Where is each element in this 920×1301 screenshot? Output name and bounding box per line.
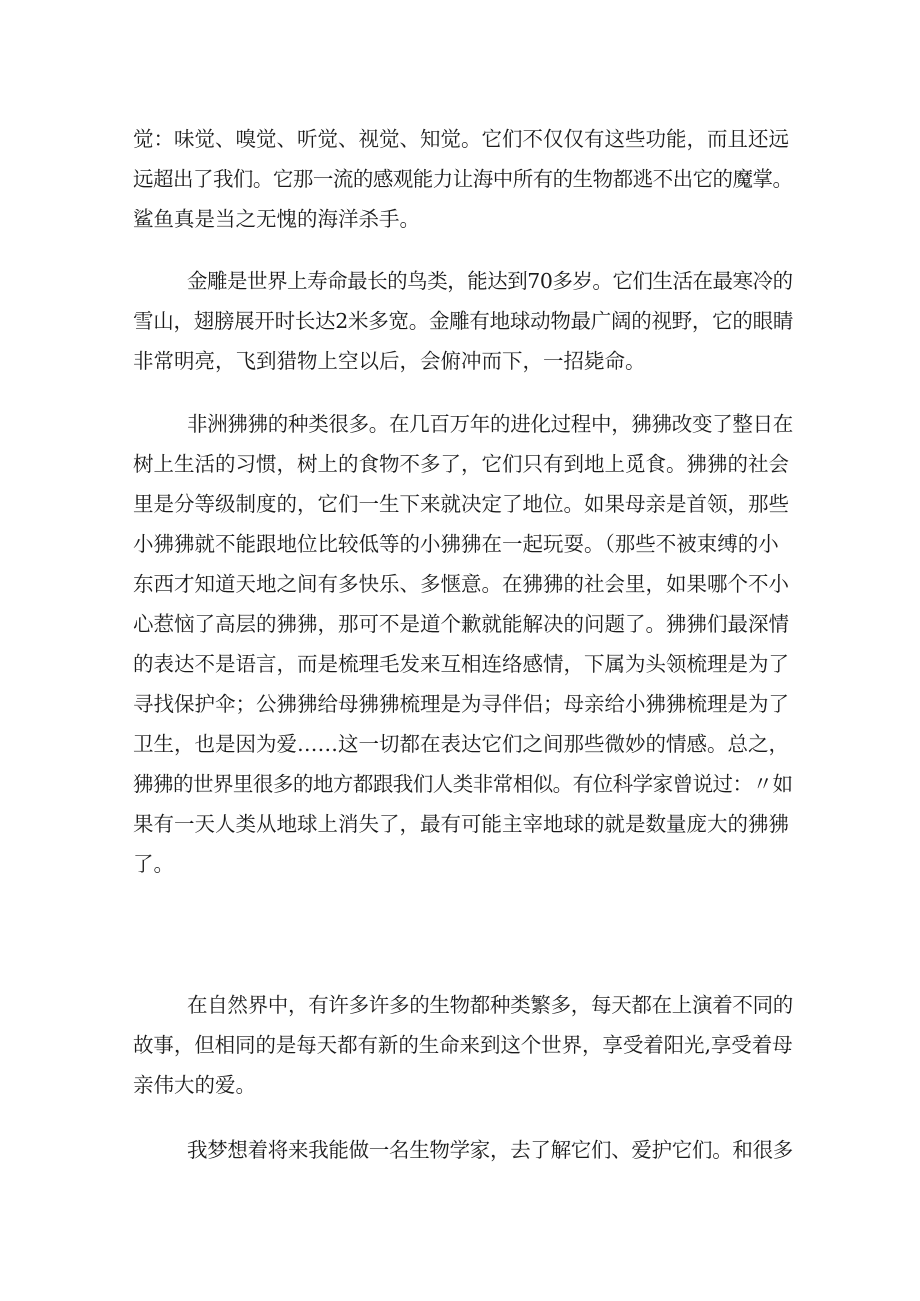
text-line: 寻找保护伞；公狒狒给母狒狒梳理是为寻伴侣；母亲给小狒狒梳理是为了 <box>133 692 789 716</box>
text-line: 果有一天人类从地球上消失了，最有可能主宰地球的就是数量庞大的狒狒 <box>133 812 789 836</box>
text-line: 的表达不是语言，而是梳理毛发来互相连络感情，下属为头领梳理是为了 <box>133 652 789 676</box>
text-line: 在自然界中，有许多许多的生物都种类繁多，每天都在上演着不同的 <box>187 993 793 1017</box>
paragraph-dream <box>133 1130 793 1170</box>
text-line: 觉：味觉、嗅觉、听觉、视觉、知觉。它们不仅仅有这些功能，而且还远 <box>133 127 789 151</box>
paragraph-baboon <box>133 404 793 884</box>
text-line: 东西才知道天地之间有多快乐、多惬意。在狒狒的社会里，如果哪个不小 <box>133 572 789 596</box>
text-line: 鲨鱼真是当之无愧的海洋杀手。 <box>133 207 420 231</box>
paragraph-shark <box>133 119 793 239</box>
text-line: 心惹恼了高层的狒狒，那可不是道个歉就能解决的问题了。狒狒们最深情 <box>133 612 789 636</box>
text-line: 远超出了我们。它那一流的感观能力让海中所有的生物都逃不出它的魔掌。 <box>133 167 793 191</box>
paragraph-nature <box>133 985 793 1105</box>
text-line: 树上生活的习惯，树上的食物不多了，它们只有到地上觅食。狒狒的社会 <box>133 452 789 476</box>
text-line: 亲伟大的爱。 <box>133 1073 256 1097</box>
text-line: 故事，但相同的是每天都有新的生命来到这个世界，享受着阳光,享受着母 <box>133 1033 793 1057</box>
paragraph-golden-eagle <box>133 261 793 381</box>
text-line: 了。 <box>133 852 174 876</box>
text-line: 雪山，翅膀展开时长达2米多宽。金雕有地球动物最广阔的视野，它的眼睛 <box>133 309 794 333</box>
text-line: 狒狒的世界里很多的地方都跟我们人类非常相似。有位科学家曾说过：〃如 <box>133 772 793 796</box>
text-line: 卫生，也是因为爱……这一切都在表达它们之间那些微妙的情感。总之， <box>133 732 789 756</box>
text-line: 非常明亮，飞到猎物上空以后，会俯冲而下，一招毙命。 <box>133 349 646 373</box>
text-line: 小狒狒就不能跟地位比较低等的小狒狒在一起玩耍。（那些不被束缚的小 <box>133 532 779 556</box>
text-line: 我梦想着将来我能做一名生物学家，去了解它们、爱护它们。和很多 <box>187 1138 793 1162</box>
text-line: 非洲狒狒的种类很多。在几百万年的进化过程中，狒狒改变了整日在 <box>187 412 793 436</box>
text-line: 金雕是世界上寿命最长的鸟类，能达到70多岁。它们生活在最寒冷的 <box>187 269 793 293</box>
text-line: 里是分等级制度的，它们一生下来就决定了地位。如果母亲是首领，那些 <box>133 492 789 516</box>
